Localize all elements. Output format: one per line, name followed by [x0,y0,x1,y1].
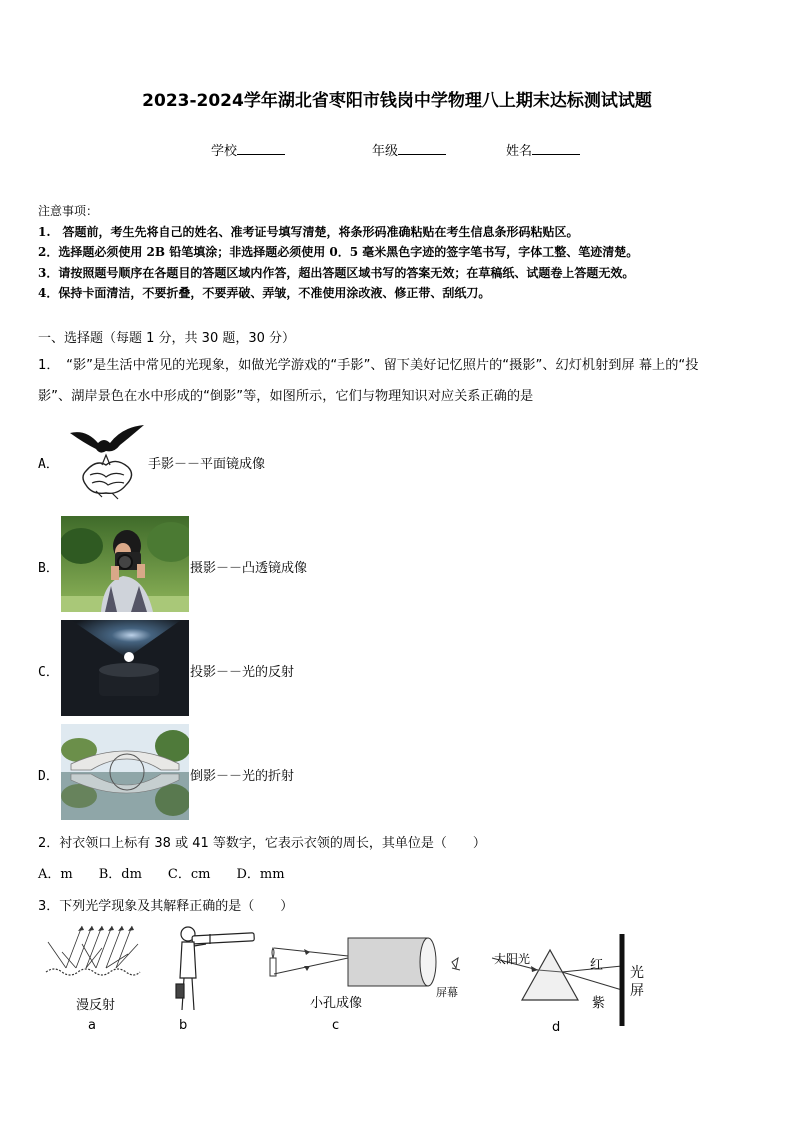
hand-shadow-image [66,421,148,501]
figure-b-label: b [179,1018,188,1033]
figure-c-caption: 小孔成像 [310,996,363,1011]
figure-d-purple-label: 紫 [592,996,606,1011]
figure-a-caption: 漫反射 [76,998,116,1013]
figure-d-prism [490,932,660,1028]
q3-stem: 3．下列光学现象及其解释正确的是（ ） [38,899,294,914]
figure-d-red-label: 红 [590,958,604,973]
notice-item: 3．请按照题号顺序在各题目的答题区域内作答，超出答题区域书写的答案无效；在草稿纸、试题卷上答题无效。 [38,265,635,280]
notice-item: 2．选择题必须使用 2B 铅笔填涂；非选择题必须使用 0．5 毫米黑色字迹的签字笔书写，字体工整、笔迹清楚。 [38,245,639,259]
photographer-image [61,516,189,612]
grade-label: 年级 [372,144,399,159]
name-blank[interactable] [532,142,580,155]
notice-item: 1. 答题前，考生先将自己的姓名、准考证号填写清楚，将条形码准确粘贴在考生信息条形码粘贴区。 [38,224,579,239]
projector-image [61,620,189,716]
figure-d-label: d [552,1020,561,1035]
option-a-label[interactable]: A． [38,457,59,472]
notice-item: 4．保持卡面清洁，不要折叠，不要弄破、弄皱，不准使用涂改液、修正带、刮纸刀。 [38,286,491,300]
option-d-label[interactable]: D． [38,769,59,784]
name-field [506,140,580,159]
grade-field [372,140,446,159]
figure-a-diffuse-reflection [42,922,142,1012]
figure-d-screen-label [630,964,644,1000]
figure-b-telescope [170,922,256,1014]
option-c-text[interactable]: 投影－－光的反射 [190,665,295,680]
bridge-reflection-image [61,724,189,820]
figure-c-label: c [332,1018,340,1033]
school-field [211,140,285,159]
q1-line2: 影”、湖岸景色在水中形成的“倒影”等，如图所示，它们与物理知识对应关系正确的是 [38,389,534,404]
option-c-label[interactable]: C． [38,665,59,680]
name-label: 姓名 [506,144,533,159]
school-blank[interactable] [237,142,285,155]
q2-options[interactable]: A．m B．dm C．cm D．mm [38,867,285,882]
figure-a-label: a [88,1018,96,1033]
figure-c-pinhole [266,928,466,1014]
q1-line1: 1． “影”是生活中常见的光现象，如做光学游戏的“手影”、留下美好记忆照片的“摄影”、幻灯机射到屏 幕上的“投 [38,358,699,373]
school-label: 学校 [211,144,238,159]
option-a-text[interactable]: 手影－－平面镜成像 [148,457,266,472]
page-title: 2023-2024学年湖北省枣阳市钱岗中学物理八上期末达标测试试题 [142,91,652,111]
option-b-label[interactable]: B． [38,561,59,576]
option-b-text[interactable]: 摄影－－凸透镜成像 [190,561,308,576]
figure-d-sunlight-label: 太阳光 [494,952,531,966]
grade-blank[interactable] [398,142,446,155]
notice-heading: 注意事项： [38,204,99,218]
q2-stem: 2．衬衣领口上标有 38 或 41 等数字，它表示衣领的周长，其单位是（ ） [38,836,486,851]
option-d-text[interactable]: 倒影－－光的折射 [190,769,295,784]
figure-d-screen-char2: 屏 [630,983,644,999]
section-heading: 一、选择题（每题 1 分，共 30 题，30 分） [38,331,296,346]
figure-d-screen-char1: 光 [630,965,644,981]
notice-block [38,201,638,304]
figure-c-screen-label: 屏幕 [436,986,458,999]
